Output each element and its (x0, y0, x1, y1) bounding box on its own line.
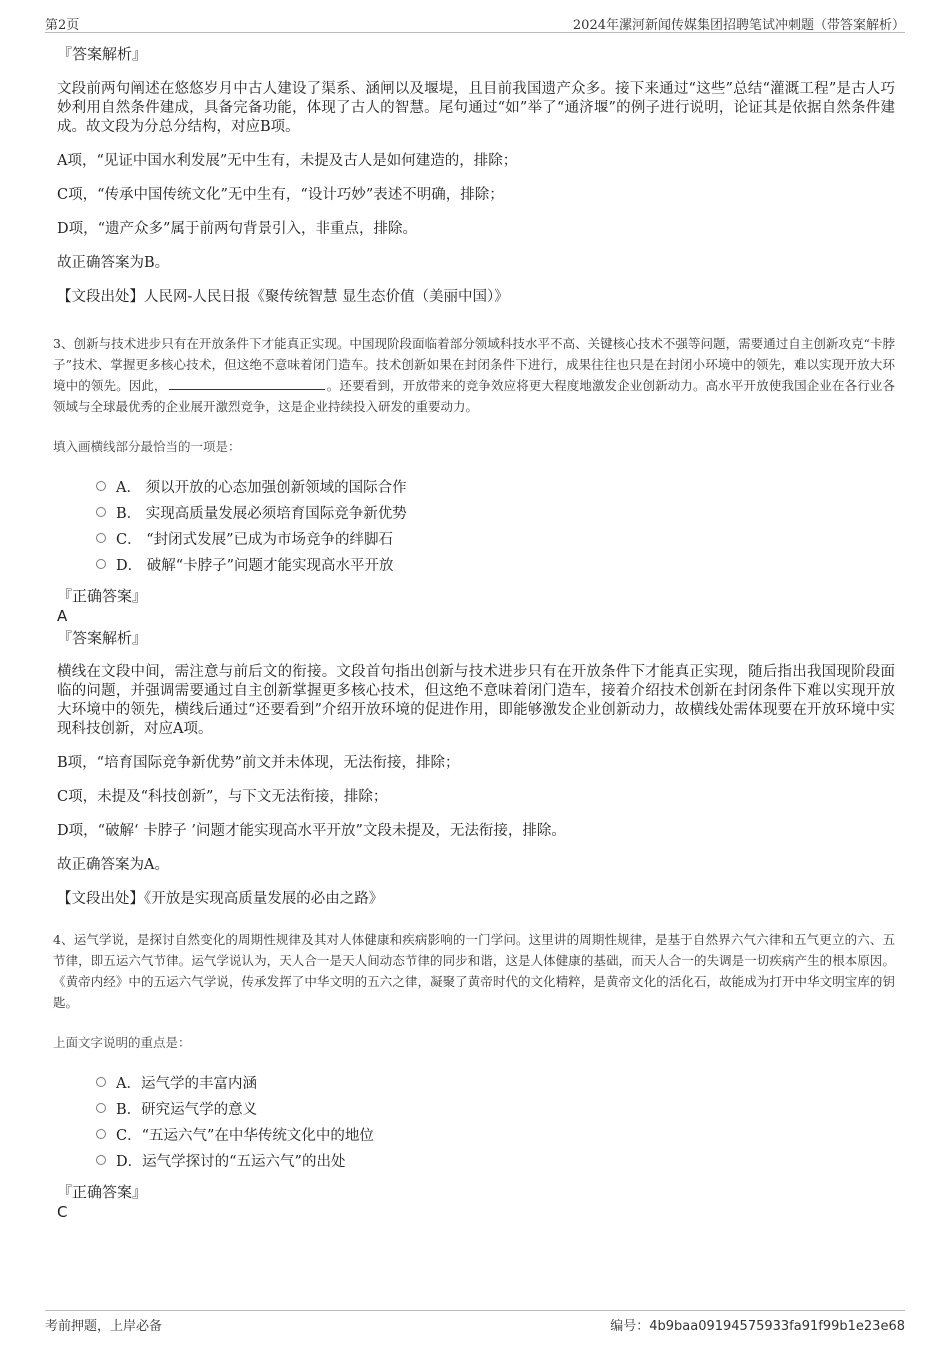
q4-options (96, 1069, 895, 1173)
radio-icon[interactable] (96, 1129, 106, 1139)
document-title: 2024年漯河新闻传媒集团招聘笔试冲刺题（带答案解析） (572, 18, 905, 33)
q3-option-b[interactable] (96, 499, 895, 525)
page-footer (45, 1310, 905, 1337)
q2-analysis-text: 文段前两句阐述在悠悠岁月中古人建设了渠系、涵闸以及堰堤，且目前我国遗产众多。接下来通过“这些”总结“灌溉工程”是古人巧妙利用自然条件建成，具备完备功能，体现了古人的智慧。尾句通过“如”举了“通济堰”的例子进行说明，论证其是依据自然条件建成。故文段为分总分结构，对应B项。 (57, 81, 895, 135)
radio-icon[interactable] (96, 1155, 106, 1165)
q3-question-before: 3、创新与技术进步只有在开放条件下才能真正实现。中国现阶段面临着部分领域科技水平不高、关键核心技术不强等问题，需要通过自主创新攻克“卡脖子”技术、掌握更多核心技术，但这绝不意味着闭门造车。技术创新如果在封闭条件下进行，成果往往也只是在封闭小环境中的领先，难以实现开放大环境中的领先。因此， (53, 336, 895, 393)
q2-conclusion: 故正确答案为B。 (57, 255, 170, 271)
q4-option-a[interactable] (96, 1069, 895, 1095)
q4-option-d[interactable] (96, 1147, 895, 1173)
q4-prompt: 上面文字说明的重点是： (53, 1035, 191, 1050)
q4-answer: C (57, 1203, 68, 1221)
radio-icon[interactable] (96, 481, 106, 491)
page-number: 第2页 (45, 18, 80, 33)
radio-icon[interactable] (96, 507, 106, 517)
radio-icon[interactable] (96, 533, 106, 543)
q3-option-d-analysis: D项，“破解‘ 卡脖子 ’问题才能实现高水平开放”文段未提及，无法衔接，排除。 (57, 823, 566, 839)
page-content (53, 44, 895, 1222)
q3-analysis-text: 横线在文段中间，需注意与前后文的衔接。文段首句指出创新与技术进步只有在开放条件下才能真正实现，随后指出我国现阶段面临的问题，并强调需要通过自主创新掌握更多核心技术，但这绝不意味着闭门造车，接着介绍技术创新在封闭条件下难以实现开放大环境中的领先，横线后通过“还要看到”介绍开放环境的促进作用，即能够激发企业创新动力，故横线处需体现要在开放环境中实现科技创新，对应A项。 (57, 664, 895, 737)
q3-source: 【文段出处】《开放是实现高质量发展的必由之路》 (57, 891, 384, 907)
q3-answer: A (57, 607, 68, 625)
q4-option-d-label: D．运气学探讨的“五运六气”的出处 (116, 1153, 346, 1170)
q3-option-b-analysis: B项，“培育国际竞争新优势”前文并未体现，无法衔接，排除； (57, 755, 460, 771)
page-header (45, 12, 905, 33)
q2-option-d-analysis: D项，“遗产众多”属于前两句背景引入，非重点，排除。 (57, 221, 417, 237)
q3-option-c[interactable] (96, 525, 895, 551)
q2-option-a-analysis: A项，“见证中国水利发展”无中生有，未提及古人是如何建造的，排除； (57, 153, 518, 169)
radio-icon[interactable] (96, 1077, 106, 1087)
q3-answer-label: 『正确答案』 (57, 587, 148, 605)
q4-answer-label: 『正确答案』 (57, 1183, 148, 1201)
q4-option-b[interactable] (96, 1095, 895, 1121)
q3-option-b-label: B． 实现高质量发展必须培育国际竞争新优势 (116, 505, 407, 522)
question-3 (53, 333, 895, 455)
q3-question-text (53, 333, 895, 417)
q4-option-a-label: A．运气学的丰富内涵 (116, 1075, 257, 1092)
q3-question-after: 。还要看到，开放带来的竞争效应将更大程度地激发企业创新动力。高水平开放使我国企业在各行业各领域与全球最优秀的企业展开激烈竞争，这是企业持续投入研发的重要动力。 (53, 378, 895, 414)
radio-icon[interactable] (96, 559, 106, 569)
q3-prompt: 填入画横线部分最恰当的一项是： (53, 439, 241, 454)
q3-conclusion: 故正确答案为A。 (57, 857, 169, 873)
q3-analysis-label: 『答案解析』 (57, 629, 148, 647)
footer-slogan: 考前押题，上岸必备 (45, 1319, 163, 1334)
q4-option-c-label: C．“五运六气”在中华传统文化中的地位 (116, 1127, 374, 1144)
q2-analysis-label: 『答案解析』 (57, 45, 148, 63)
q3-option-a-label: A． 须以开放的心态加强创新领域的国际合作 (116, 479, 407, 496)
q4-option-c[interactable] (96, 1121, 895, 1147)
q2-source: 【文段出处】人民网-人民日报《聚传统智慧 显生态价值（美丽中国）》 (57, 289, 509, 305)
q3-option-a[interactable] (96, 473, 895, 499)
q3-option-d-label: D． 破解“卡脖子”问题才能实现高水平开放 (116, 557, 394, 574)
question-4 (53, 929, 895, 1051)
q4-question-text: 4、运气学说，是探讨自然变化的周期性规律及其对人体健康和疾病影响的一门学问。这里讲的周期性规律，是基于自然界六气六律和五气更立的六、五节律，即五运六气节律。运气学说认为，天人合一是天人间动态节律的同步和谐，这是人体健康的基础，而天人合一的失调是一切疾病产生的根本原因。《黄帝内经》中的五运六气学说，传承发挥了中华文明的五六之律，凝聚了黄帝时代的文化精粹，是黄帝文化的活化石，故能成为打开中华文明宝库的钥匙。 (53, 932, 895, 1010)
q3-fill-blank (169, 377, 325, 390)
q2-option-c-analysis: C项，“传承中国传统文化”无中生有，“设计巧妙”表述不明确，排除； (57, 187, 504, 203)
q3-option-c-analysis: C项，未提及“科技创新”，与下文无法衔接，排除； (57, 789, 388, 805)
q3-option-d[interactable] (96, 551, 895, 577)
q4-option-b-label: B．研究运气学的意义 (116, 1101, 258, 1118)
radio-icon[interactable] (96, 1103, 106, 1113)
q3-options (96, 473, 895, 577)
document-id: 编号：4b9baa09194575933fa91f99b1e23e68 (610, 1319, 905, 1334)
q3-option-c-label: C． “封闭式发展”已成为市场竞争的绊脚石 (116, 531, 394, 548)
